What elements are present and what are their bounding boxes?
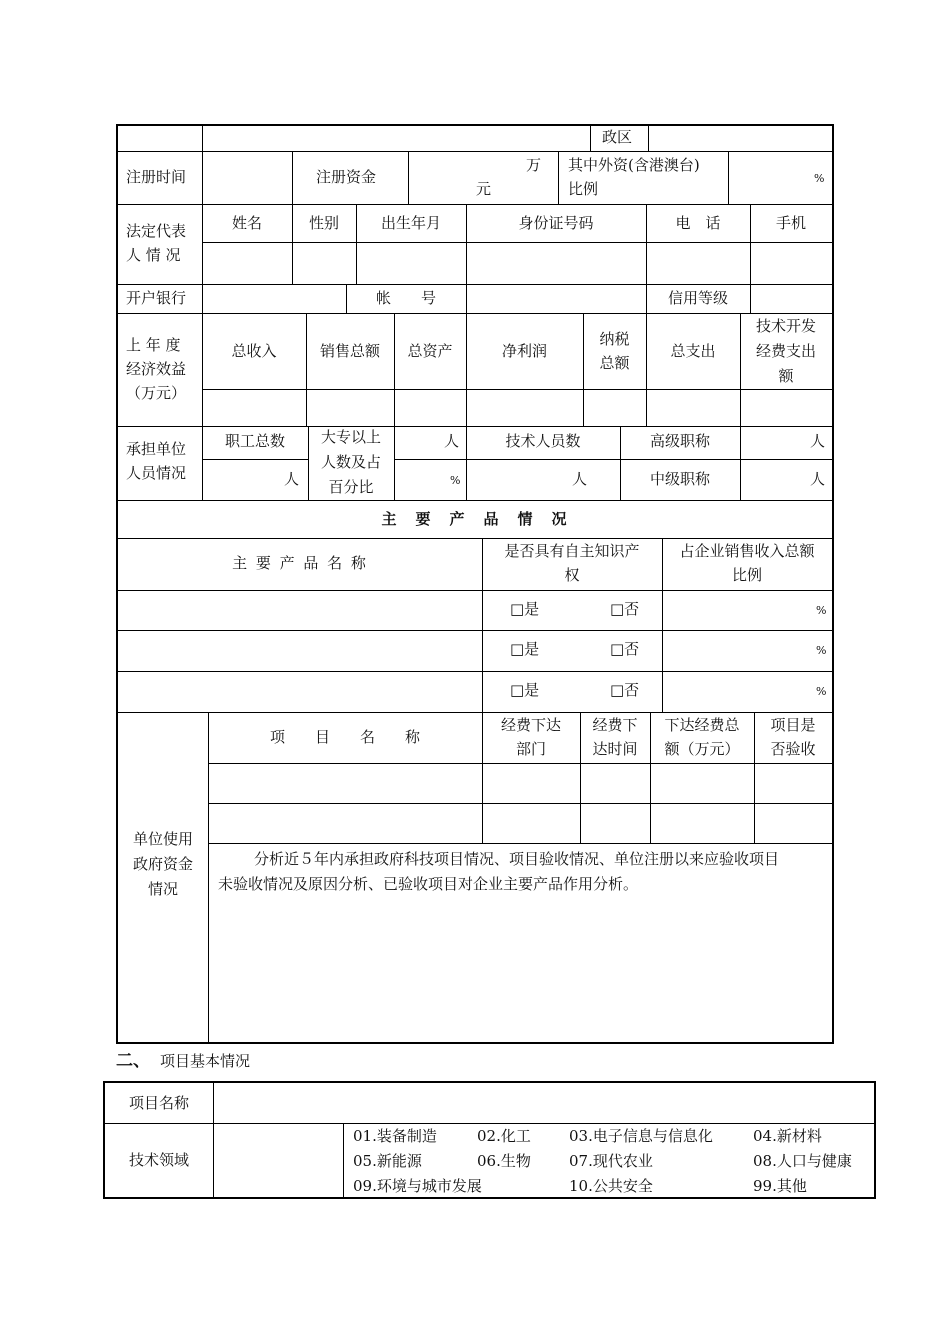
- no-checkbox[interactable]: □否: [610, 681, 640, 699]
- net-profit-header: 净利润: [501, 342, 547, 360]
- row-divider: [202, 389, 832, 390]
- tech-expend-header-3: 额: [778, 367, 794, 385]
- senior-title-header: 高级职称: [649, 432, 710, 450]
- row-divider: [118, 590, 832, 591]
- company-info-form: [116, 124, 834, 1044]
- row-divider: [118, 671, 832, 672]
- birth-header: 出生年月: [380, 214, 441, 232]
- products-section-title: 主 要 产 品 情 况: [381, 510, 569, 528]
- id-number-header: 身份证号码: [518, 214, 594, 232]
- reg-capital-label: 注册资金: [316, 168, 377, 186]
- gov-funds-label-2: 政府资金: [132, 855, 193, 873]
- row-divider: [118, 712, 832, 713]
- fund-dept-header-2: 部门: [515, 740, 546, 758]
- tech-expend-header: 技术开发: [755, 317, 816, 335]
- row-divider: [118, 204, 832, 205]
- no-checkbox[interactable]: □否: [610, 600, 640, 618]
- row-divider: [208, 803, 832, 804]
- project-info-form: [103, 1081, 876, 1199]
- economic-label-2: 经济效益: [126, 360, 187, 378]
- percent-unit: %: [816, 644, 827, 657]
- legal-rep-label-2: 人 情 况: [126, 246, 181, 264]
- field-option: 10.公共安全: [569, 1177, 653, 1195]
- field-option: 01.装备制造: [353, 1127, 437, 1145]
- field-option: 07.现代农业: [569, 1152, 653, 1170]
- row-divider: [105, 1123, 874, 1124]
- row-divider: [118, 313, 832, 314]
- col-divider: [728, 151, 729, 204]
- person-unit: 人: [444, 432, 460, 450]
- project-name-header: 项 目 名 称: [269, 728, 420, 746]
- tech-field-label: 技术领域: [128, 1151, 189, 1169]
- field-option: 08.人口与健康: [753, 1152, 852, 1170]
- row-divider: [118, 630, 832, 631]
- tax-header-2: 总额: [599, 354, 630, 372]
- col-divider: [750, 284, 751, 313]
- fund-dept-header: 经费下达: [500, 716, 561, 734]
- fund-amount-header-2: 额（万元）: [664, 740, 740, 758]
- tech-expend-header-2: 经费支出: [755, 342, 816, 360]
- col-divider: [740, 426, 741, 500]
- analysis-textarea[interactable]: [210, 900, 830, 1040]
- row-divider: [208, 843, 832, 844]
- col-divider: [394, 313, 395, 426]
- project-name-label: 项目名称: [128, 1094, 189, 1112]
- analysis-instruction-2: 未验收情况及原因分析、已验收项目对企业主要产品作用分析。: [218, 875, 639, 893]
- col-divider: [306, 313, 307, 426]
- foreign-ratio-label: 其中外资(含港澳台): [568, 156, 700, 174]
- ip-header-2: 权: [564, 566, 580, 584]
- no-checkbox[interactable]: □否: [610, 640, 640, 658]
- yuan-unit: 元: [476, 180, 492, 198]
- total-income-header: 总收入: [231, 342, 277, 360]
- college-header-2: 人数及占: [320, 453, 381, 471]
- reg-time-label: 注册时间: [126, 168, 187, 186]
- col-divider: [202, 126, 203, 151]
- reg-time-field[interactable]: [203, 152, 291, 203]
- field-option: 04.新材料: [753, 1127, 822, 1145]
- person-unit: 人: [284, 470, 300, 488]
- assets-header: 总资产: [407, 342, 453, 360]
- field-option: 03.电子信息与信息化: [569, 1127, 713, 1145]
- yes-checkbox[interactable]: □是: [510, 600, 540, 618]
- name-header: 姓名: [231, 214, 262, 232]
- project-name-input[interactable]: [215, 1085, 871, 1121]
- percent-unit: %: [814, 172, 825, 185]
- mobile-header: 手机: [775, 214, 806, 232]
- col-divider: [202, 284, 203, 313]
- expend-header: 总支出: [670, 342, 716, 360]
- account-label: 帐 号: [375, 289, 436, 307]
- sales-ratio-header-2: 比例: [731, 566, 762, 584]
- row-divider: [208, 763, 832, 764]
- district-label: 政区: [602, 128, 633, 146]
- yes-checkbox[interactable]: □是: [510, 640, 540, 658]
- col-divider: [208, 712, 209, 1042]
- row-divider: [202, 459, 308, 460]
- gender-header: 性别: [308, 214, 339, 232]
- sales-header: 销售总额: [319, 342, 380, 360]
- sales-ratio-header: 占企业销售收入总额: [679, 542, 815, 560]
- fund-amount-header: 下达经费总: [664, 716, 740, 734]
- middle-title-header: 中级职称: [649, 470, 710, 488]
- yes-checkbox[interactable]: □是: [510, 681, 540, 699]
- field-option: 06.生物: [477, 1152, 531, 1170]
- legal-rep-label: 法定代表: [126, 222, 187, 240]
- economic-label-3: （万元）: [126, 384, 187, 402]
- row-divider: [118, 538, 832, 539]
- tech-staff-header: 技术人员数: [505, 432, 581, 450]
- field-option: 09.环境与城市发展: [353, 1177, 482, 1195]
- col-divider: [590, 126, 591, 151]
- bank-label: 开户银行: [126, 289, 187, 307]
- col-divider: [213, 1083, 214, 1197]
- col-divider: [343, 1123, 344, 1197]
- percent-unit: %: [816, 685, 827, 698]
- col-divider: [466, 313, 467, 426]
- row-divider: [394, 459, 832, 460]
- ip-header: 是否具有自主知识产: [504, 542, 640, 560]
- percent-unit: %: [816, 604, 827, 617]
- tax-header: 纳税: [599, 330, 630, 348]
- row-divider: [118, 500, 832, 501]
- col-divider: [292, 151, 293, 204]
- row-divider: [118, 284, 832, 285]
- section-heading: 项目基本情况: [160, 1052, 251, 1070]
- person-unit: 人: [810, 432, 826, 450]
- field-option: 99.其他: [753, 1177, 807, 1195]
- col-divider: [466, 284, 467, 313]
- tech-field-input[interactable]: [215, 1125, 341, 1195]
- person-unit: 人: [810, 470, 826, 488]
- percent-unit: %: [450, 474, 461, 487]
- row-divider: [202, 242, 832, 243]
- total-staff-header: 职工总数: [224, 432, 285, 450]
- field-option: 05.新能源: [353, 1152, 422, 1170]
- product-name-header: 主 要 产 品 名 称: [232, 554, 368, 572]
- fund-time-header-2: 达时间: [592, 740, 638, 758]
- college-header-3: 百分比: [328, 478, 374, 496]
- col-divider: [648, 126, 649, 151]
- accepted-header-2: 否验收: [770, 740, 816, 758]
- accepted-header: 项目是: [770, 716, 816, 734]
- staff-label-2: 人员情况: [126, 464, 187, 482]
- row-divider: [118, 426, 832, 427]
- analysis-instruction: 分析近５年内承担政府科技项目情况、项目验收情况、单位注册以来应验收项目: [254, 850, 780, 868]
- col-divider: [558, 151, 559, 204]
- credit-label: 信用等级: [667, 289, 728, 307]
- wan-unit: 万: [526, 156, 542, 174]
- field-option: 02.化工: [477, 1127, 531, 1145]
- col-divider: [202, 313, 203, 426]
- phone-header: 电 话: [675, 214, 721, 232]
- college-header: 大专以上: [320, 428, 381, 446]
- staff-label: 承担单位: [126, 440, 187, 458]
- gov-funds-label-3: 情况: [147, 880, 178, 898]
- fund-time-header: 经费下: [592, 716, 638, 734]
- col-divider: [646, 313, 647, 426]
- section-number: 二、: [116, 1051, 150, 1071]
- col-divider: [408, 151, 409, 204]
- person-unit: 人: [572, 470, 588, 488]
- gov-funds-label: 单位使用: [132, 830, 193, 848]
- foreign-ratio-label-2: 比例: [568, 180, 599, 198]
- col-divider: [394, 426, 395, 500]
- economic-label: 上 年 度: [126, 336, 181, 354]
